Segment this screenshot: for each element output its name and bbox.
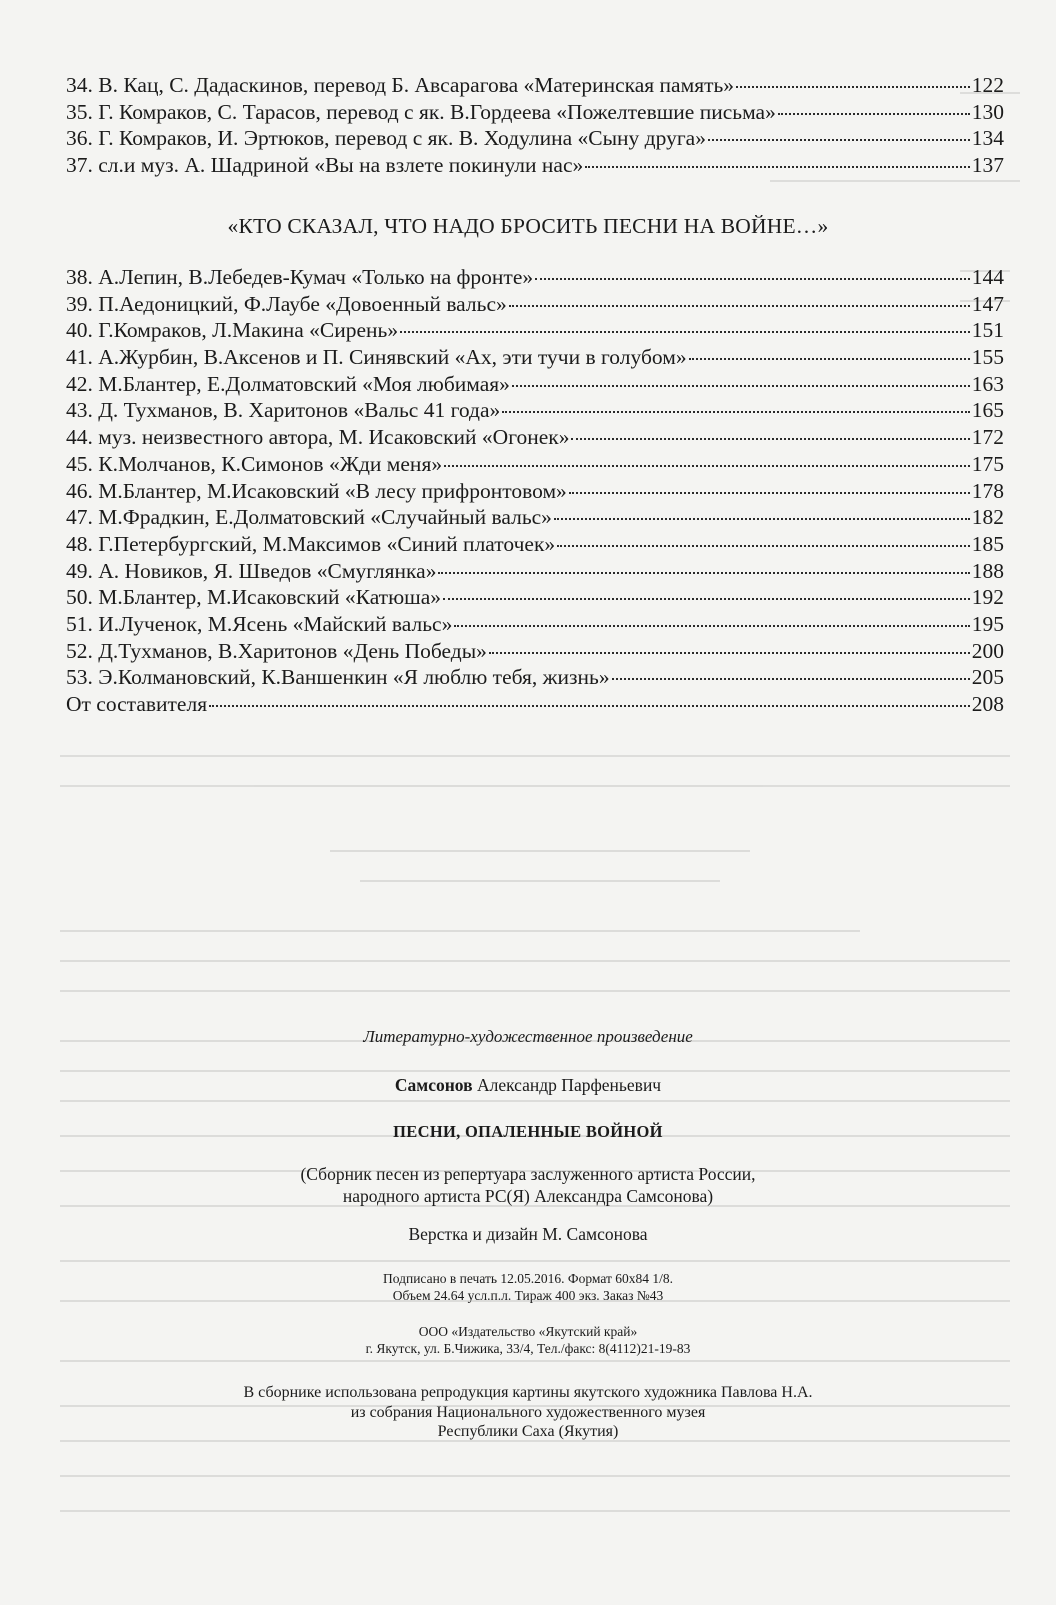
dot-leader xyxy=(209,685,970,707)
toc-page-number: 178 xyxy=(971,478,1004,503)
publisher-name: ООО «Издательство «Якутский край» xyxy=(418,1324,638,1339)
note-line: Республики Саха (Якутия) xyxy=(437,1423,619,1440)
dot-leader xyxy=(554,498,970,520)
toc-page-number: 208 xyxy=(971,692,1004,716)
toc-page-number: 172 xyxy=(971,425,1004,450)
author-given-name: Александр Парфеньевич xyxy=(476,1075,662,1095)
description-line: (Сборник песен из репертуара заслуженного артиста России, xyxy=(300,1164,756,1184)
dot-leader xyxy=(778,93,970,115)
toc-page-number: 200 xyxy=(971,638,1004,663)
note-line: из собрания Национального художественного музея xyxy=(350,1403,706,1421)
toc-entry-title: От составителя xyxy=(66,692,208,716)
toc-page-number: 137 xyxy=(971,153,1004,178)
dot-leader xyxy=(400,311,970,333)
print-details-line: Подписано в печать 12.05.2016. Формат 60х84 1/8. xyxy=(383,1271,673,1286)
dot-leader xyxy=(454,605,969,627)
toc-page-number: 165 xyxy=(971,398,1004,423)
genre-label: Литературно-художественное произведение xyxy=(363,1027,693,1046)
toc-entry-title: 34. В. Кац, С. Дадаскинов, перевод Б. Авсарагова «Материнская память» xyxy=(66,73,735,97)
toc-page-number: 175 xyxy=(971,451,1004,476)
toc-page-number: 195 xyxy=(971,611,1004,636)
toc-entry-title: 40. Г.Комраков, Л.Макина «Сирень» xyxy=(66,318,399,343)
toc-entry-title: 43. Д. Тухманов, В. Харитонов «Вальс 41 года» xyxy=(66,398,501,423)
dot-leader xyxy=(612,658,970,680)
toc-page-number: 205 xyxy=(971,665,1004,690)
toc-page-number: 122 xyxy=(971,73,1004,97)
section-heading: «КТО СКАЗАЛ, ЧТО НАДО БРОСИТЬ ПЕСНИ НА ВОЙНЕ…» xyxy=(227,214,829,238)
toc-page-number: 185 xyxy=(971,531,1004,556)
toc-entry-title: 53. Э.Колмановский, К.Ваншенкин «Я люблю тебя, жизнь» xyxy=(66,665,610,690)
toc-entry-title: 41. А.Журбин, В.Аксенов и П. Синявский «Ах, эти тучи в голубом» xyxy=(66,345,687,370)
toc-page-number: 182 xyxy=(971,505,1004,530)
toc-page-number: 163 xyxy=(971,371,1004,396)
toc-entry-title: 48. Г.Петербургский, М.Максимов «Синий платочек» xyxy=(66,531,556,556)
toc-entry-title: 52. Д.Тухманов, В.Харитонов «День Победы» xyxy=(66,638,487,663)
book-title: ПЕСНИ, ОПАЛЕННЫЕ ВОЙНОЙ xyxy=(393,1122,663,1141)
table-of-contents-part1 xyxy=(66,70,1004,177)
toc-page-number: 144 xyxy=(971,265,1004,289)
dot-leader xyxy=(736,66,970,88)
toc-entry-title: 47. М.Фрадкин, Е.Долматовский «Случайный вальс» xyxy=(66,505,552,530)
dot-leader xyxy=(585,146,970,168)
dot-leader xyxy=(444,445,970,467)
toc-entry-title: 50. М.Блантер, М.Исаковский «Катюша» xyxy=(66,585,441,610)
book-description xyxy=(0,1163,1056,1207)
author-surname: Самсонов xyxy=(394,1075,473,1095)
toc-page-number: 192 xyxy=(971,585,1004,610)
dot-leader xyxy=(689,338,970,360)
toc-entry-afterword xyxy=(66,689,1004,716)
note-line: В сборнике использована репродукция картины якутского художника Павлова Н.А. xyxy=(243,1384,813,1401)
toc-entry-title: 35. Г. Комраков, С. Тарасов, перевод с як. В.Гордеева «Пожелтевшие письма» xyxy=(66,99,776,124)
dot-leader xyxy=(571,418,969,440)
toc-entry-title: 51. И.Лученок, М.Ясень «Майский вальс» xyxy=(66,611,453,636)
toc-entry-title: 49. А. Новиков, Я. Шведов «Смуглянка» xyxy=(66,558,437,583)
layout-credit: Верстка и дизайн М. Самсонова xyxy=(408,1224,648,1244)
toc-page-number: 155 xyxy=(971,345,1004,370)
dot-leader xyxy=(708,119,970,141)
dot-leader xyxy=(502,391,970,413)
toc-entry-title: 39. П.Аедоницкий, Ф.Лаубе «Довоенный вальс» xyxy=(66,291,507,316)
dot-leader xyxy=(557,525,970,547)
publisher-address: г. Якутск, ул. Б.Чижика, 33/4, Тел./факс: 8(4112)21-19-83 xyxy=(365,1341,691,1356)
toc-page-number: 188 xyxy=(971,558,1004,583)
toc-entry-title: 42. М.Блантер, Е.Долматовский «Моя любимая» xyxy=(66,371,510,396)
print-details-line: Объем 24.64 усл.п.л. Тираж 400 экз. Заказ №43 xyxy=(392,1288,664,1303)
dot-leader xyxy=(569,472,970,494)
dot-leader xyxy=(535,258,970,280)
dot-leader xyxy=(512,365,970,387)
toc-entry-title: 38. А.Лепин, В.Лебедев-Кумач «Только на фронте» xyxy=(66,265,534,289)
cover-art-note xyxy=(0,1383,1056,1442)
toc-entry-title: 36. Г. Комраков, И. Эртюков, перевод с як. В. Ходулина «Сыну друга» xyxy=(66,126,706,151)
toc-entry-title: 46. М.Блантер, М.Исаковский «В лесу прифронтовом» xyxy=(66,478,567,503)
dot-leader xyxy=(509,285,970,307)
print-details xyxy=(0,1270,1056,1304)
toc-page-number: 151 xyxy=(971,318,1004,343)
dot-leader xyxy=(489,632,970,654)
description-line: народного артиста РС(Я) Александра Самсонова) xyxy=(342,1186,714,1206)
table-of-contents-part2 xyxy=(66,262,1004,716)
publisher-info xyxy=(0,1323,1056,1357)
toc-entry-title: 44. муз. неизвестного автора, М. Исаковский «Огонек» xyxy=(66,425,570,450)
toc-entry-title: 37. сл.и муз. А. Шадриной «Вы на взлете покинули нас» xyxy=(66,153,584,178)
dot-leader xyxy=(438,552,969,574)
toc-entry-title: 45. К.Молчанов, К.Симонов «Жди меня» xyxy=(66,451,443,476)
toc-page-number: 147 xyxy=(971,291,1004,316)
toc-entry xyxy=(66,150,1004,177)
author-line xyxy=(0,1075,1056,1096)
toc-page-number: 134 xyxy=(971,126,1004,151)
toc-page-number: 130 xyxy=(971,99,1004,124)
dot-leader xyxy=(443,578,970,600)
